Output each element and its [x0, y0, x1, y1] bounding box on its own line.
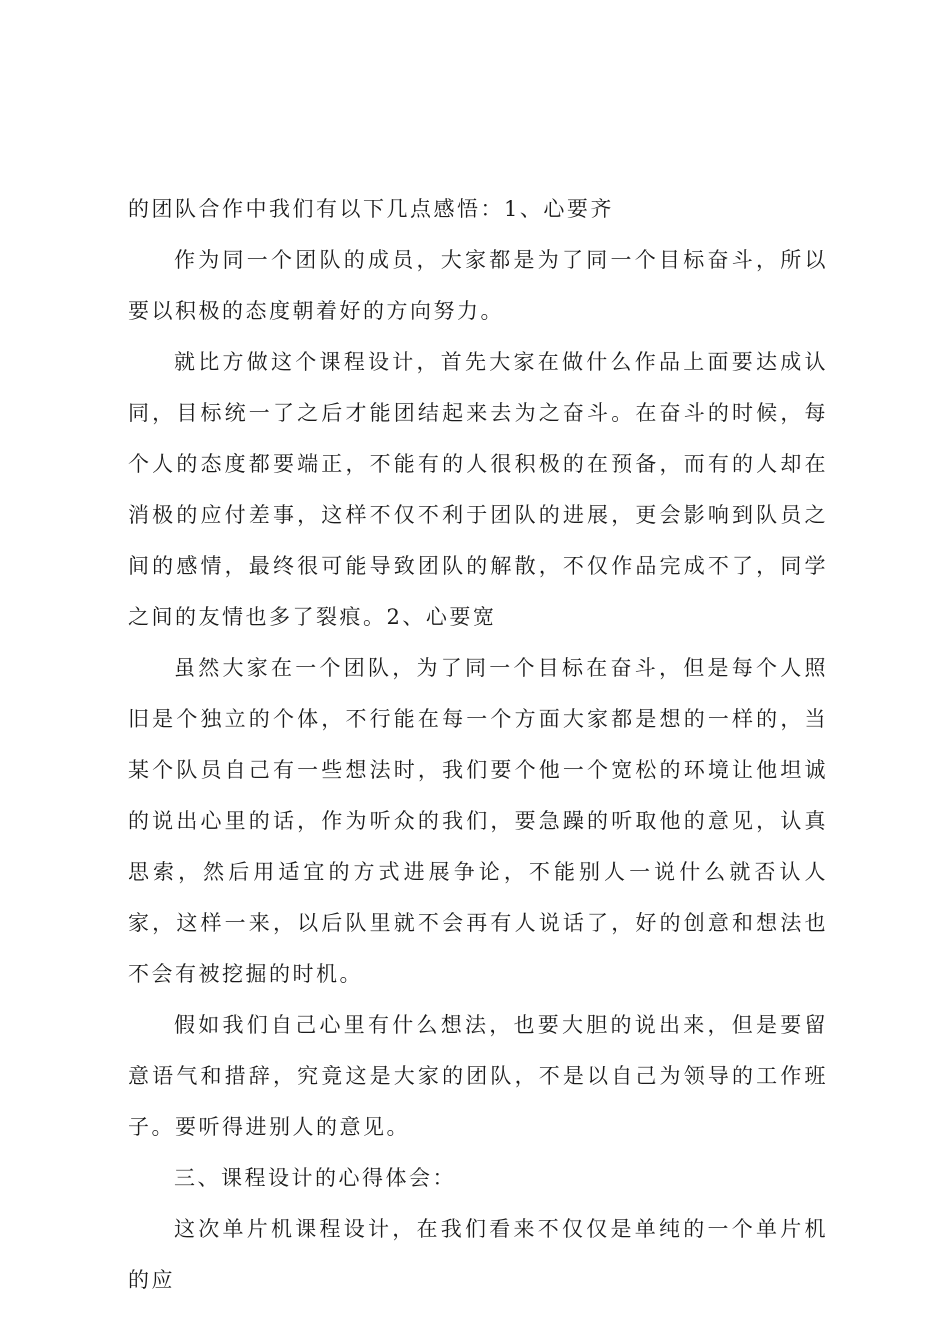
paragraph-course-design-example: 就比方做这个课程设计，首先大家在做什么作品上面要达成认同，目标统一了之后才能团结起来去为之奋斗。在奋斗的时候，每个人的态度都要端正，不能有的人很积极的在预备，而有的人却在消极的应付差事，这样不仅不利于团队的进展，更会影响到队员之间的感情，最终很可能导致团队的解散，不仅作品完成不了，同学之间的友情也多了裂痕。2、心要宽: [128, 350, 828, 629]
section-heading-reflections: 三、课程设计的心得体会：: [174, 1166, 456, 1190]
paragraph-common-goal: 作为同一个团队的成员，大家都是为了同一个目标奋斗，所以要以积极的态度朝着好的方向努力。: [128, 248, 828, 323]
paragraph-open-mind: 虽然大家在一个团队，为了同一个目标在奋斗，但是每个人照旧是个独立的个体，不行能在每一个方面大家都是想的一样的，当某个队员自己有一些想法时，我们要个他一个宽松的环境让他坦诚的说出心里的话，作为听众的我们，要急躁的听取他的意见，认真思索，然后用适宜的方式进展争论，不能别人一说什么就否认人家，这样一来，以后队里就不会再有人说话了，好的创意和想法也不会有被挖掘的时机。: [128, 656, 828, 986]
paragraph-teamwork-intro: 的团队合作中我们有以下几点感悟：1、心要齐: [128, 197, 614, 221]
paragraph-speak-up: 假如我们自己心里有什么想法，也要大胆的说出来，但是要留意语气和措辞，究竟这是大家的团队，不是以自己为领导的工作班子。要听得进别人的意见。: [128, 1013, 828, 1139]
paragraph-mcu-course: 这次单片机课程设计，在我们看来不仅仅是单纯的一个单片机的应: [128, 1217, 828, 1292]
document-body: [128, 184, 828, 1306]
